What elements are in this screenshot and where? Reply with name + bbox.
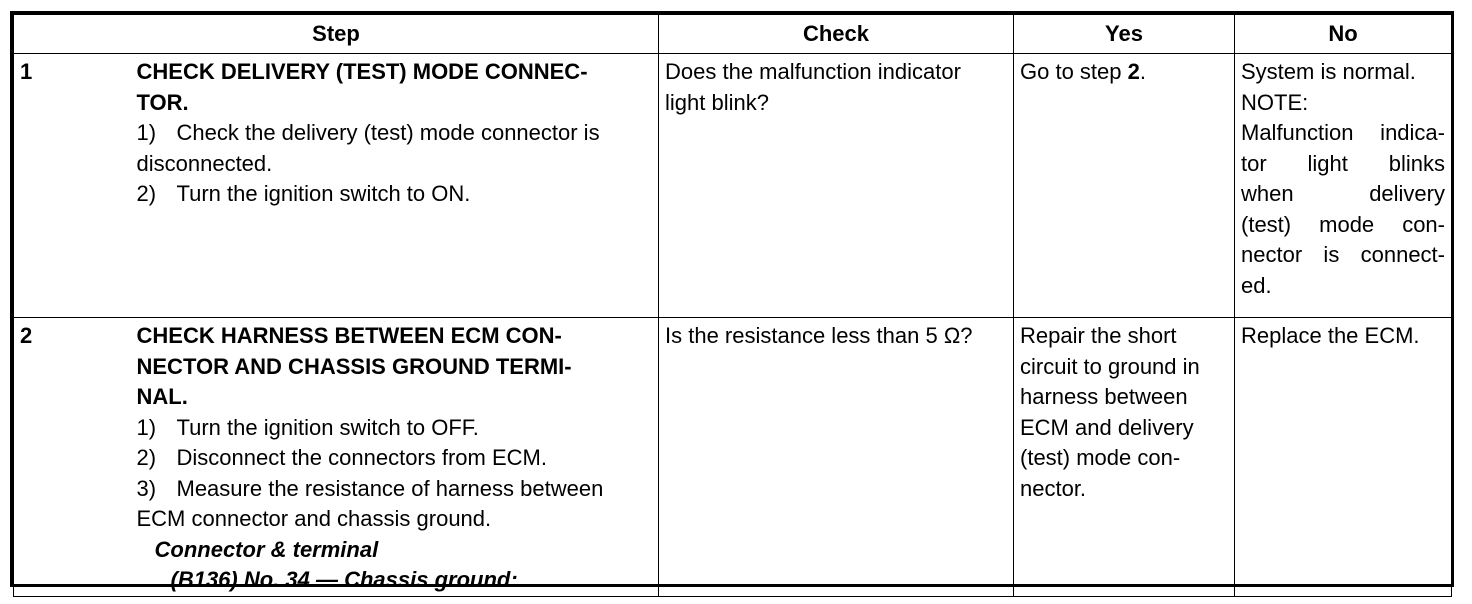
header-row	[14, 15, 1452, 54]
substep	[137, 474, 653, 505]
step-description	[137, 54, 659, 318]
check-text: Is the resistance less than 5 Ω?	[665, 323, 973, 348]
step-title: NAL.	[136, 384, 188, 409]
substep	[137, 179, 653, 210]
substep	[137, 413, 653, 444]
yes-text: nector.	[1020, 475, 1087, 501]
yes-cell	[1014, 318, 1235, 597]
header-no: No	[1235, 15, 1452, 54]
check-text: light blink?	[665, 89, 769, 115]
check-cell	[659, 318, 1014, 597]
note-text: Malfunction indica-	[1241, 120, 1445, 145]
substep-number: 2)	[136, 445, 157, 470]
note-text: when delivery	[1241, 181, 1445, 206]
step-title: CHECK HARNESS BETWEEN ECM CON-	[136, 323, 562, 348]
note-text: tor light blinks	[1241, 150, 1445, 176]
spec-value: (B136) No. 34 — Chassis ground:	[170, 567, 518, 592]
substep-text: Turn the ignition switch to ON.	[176, 181, 471, 206]
yes-step-ref: 2	[1127, 59, 1140, 84]
yes-text: harness between	[1020, 384, 1188, 409]
yes-text-end: .	[1139, 59, 1146, 84]
step-title: CHECK DELIVERY (TEST) MODE CONNEC-	[136, 59, 588, 84]
substep-text: Turn the ignition switch to OFF.	[176, 414, 479, 440]
substep-text: Measure the resistance of harness between	[176, 475, 604, 501]
yes-text: Repair the short	[1020, 323, 1177, 348]
substep-number: 2)	[136, 181, 157, 206]
no-cell	[1235, 318, 1452, 597]
step-description	[137, 318, 659, 597]
step-title: TOR.	[136, 89, 189, 115]
no-text: System is normal.	[1241, 59, 1416, 84]
table-row	[14, 54, 1452, 318]
substep-text: Disconnect the connectors from ECM.	[176, 445, 547, 470]
yes-text: circuit to ground in	[1020, 353, 1200, 379]
substep-number: 1)	[136, 120, 157, 145]
substep-continuation: disconnected.	[136, 150, 273, 176]
substep-text: Check the delivery (test) mode connector is	[176, 120, 600, 145]
substep-continuation: ECM connector and chassis ground.	[136, 506, 492, 531]
step-number: 1	[14, 54, 137, 318]
check-text: Does the malfunction indicator	[665, 59, 961, 84]
note-text: ed.	[1241, 272, 1272, 298]
yes-text: ECM and delivery	[1020, 414, 1194, 440]
spec-label: Connector & terminal	[154, 536, 379, 562]
note-label: NOTE:	[1241, 89, 1309, 115]
header-yes: Yes	[1014, 15, 1235, 54]
note-text: nector is connect-	[1241, 242, 1445, 267]
no-text: Replace the ECM.	[1241, 323, 1420, 348]
substep	[137, 118, 653, 149]
yes-cell	[1014, 54, 1235, 318]
table-row	[14, 318, 1452, 597]
yes-text: (test) mode con-	[1020, 445, 1181, 470]
diagnostic-table	[13, 14, 1452, 597]
no-cell	[1235, 54, 1452, 318]
check-cell	[659, 54, 1014, 318]
yes-text: Go to step	[1020, 59, 1128, 84]
step-number: 2	[14, 318, 137, 597]
header-check: Check	[659, 15, 1014, 54]
substep-number: 3)	[136, 475, 157, 501]
substep-number: 1)	[136, 414, 157, 440]
step-title: NECTOR AND CHASSIS GROUND TERMI-	[136, 353, 572, 379]
note-text: (test) mode con-	[1241, 211, 1445, 237]
substep	[137, 443, 653, 474]
header-step: Step	[14, 15, 659, 54]
